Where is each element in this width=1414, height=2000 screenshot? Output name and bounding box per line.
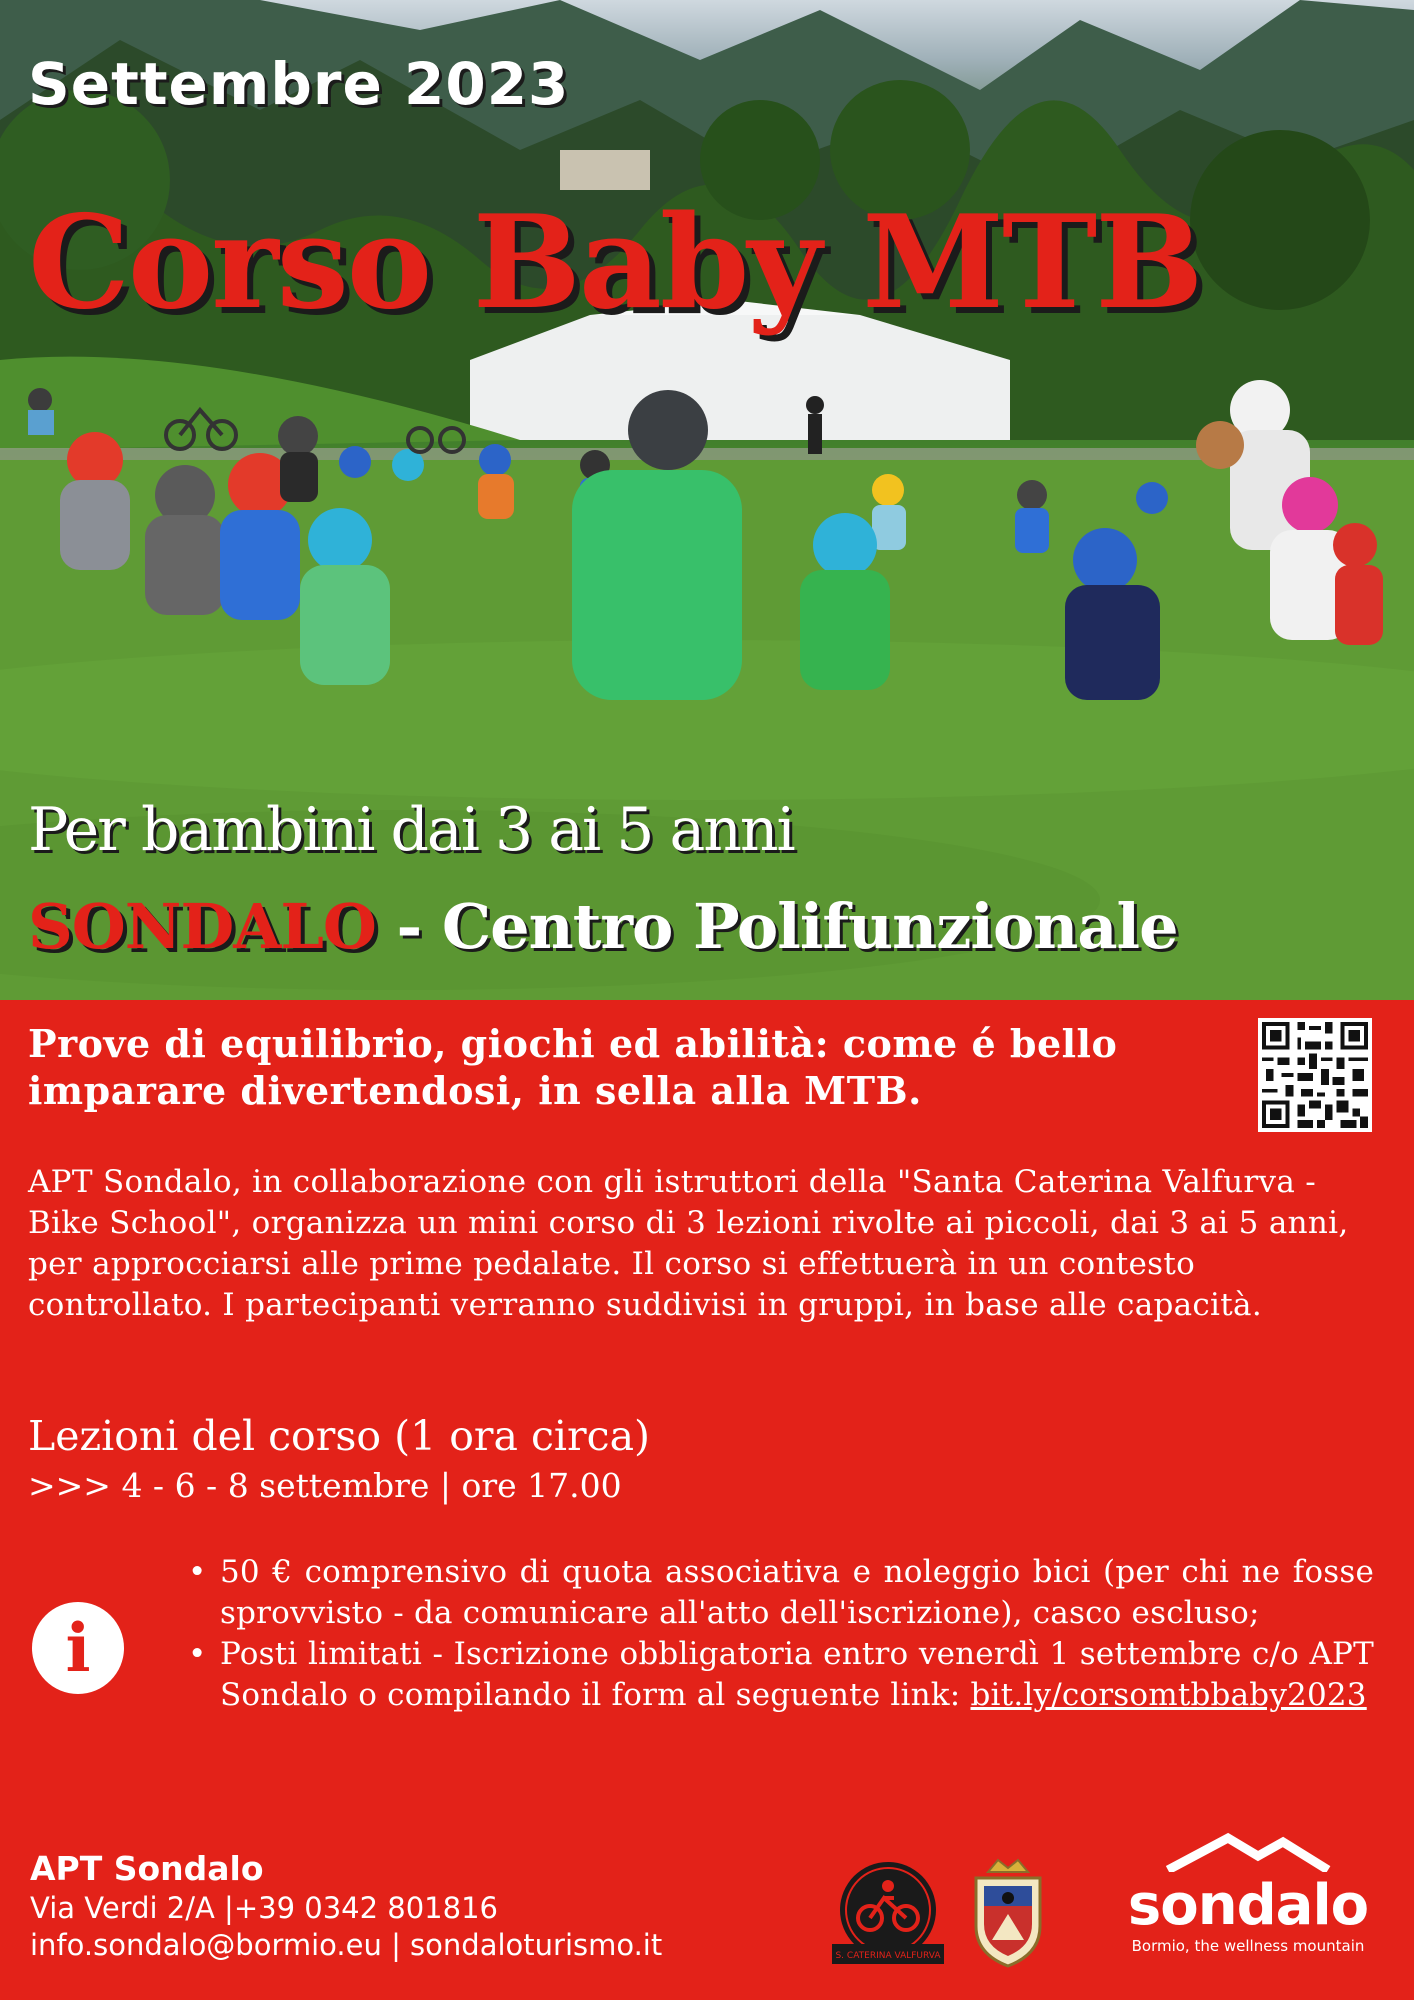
info-item-registration	[188, 1634, 1374, 1716]
coat-of-arms-icon	[968, 1856, 1048, 1972]
brand-tagline: Bormio, the wellness mountain	[1131, 1937, 1365, 1955]
age-range: Per bambini dai 3 ai 5 anni	[28, 795, 794, 865]
lessons-heading: Lezioni del corso (1 ora circa)	[28, 1412, 651, 1460]
info-item-registration-text: Posti limitati - Iscrizione obbligatoria entro venerdì 1 settembre c/o APT Sondalo o compilando il form al seguente link:	[220, 1636, 1374, 1713]
bike-school-logo-text: S. CATERINA VALFURVA	[835, 1951, 941, 1961]
mountain-icon	[1148, 1832, 1348, 1872]
intro-text: Prove di equilibrio, giochi ed abilità: come é bello imparare divertendosi, in sella alla MTB.	[28, 1021, 1118, 1113]
event-date: Settembre 2023	[28, 50, 570, 118]
contact-address-phone: Via Verdi 2/A |+39 0342 801816	[30, 1891, 498, 1925]
contact-org: APT Sondalo	[30, 1849, 264, 1888]
lessons-dates: >>> 4 - 6 - 8 settembre | ore 17.00	[28, 1466, 622, 1505]
info-icon: i	[32, 1602, 124, 1694]
contact-email-website: info.sondalo@bormio.eu | sondaloturismo.it	[30, 1928, 663, 1962]
location-town: SONDALO	[28, 890, 376, 963]
contact-block	[30, 1848, 662, 1964]
sondalo-brand-logo	[1118, 1832, 1378, 1956]
location-venue: - Centro Polifunzionale	[375, 890, 1178, 963]
description-text: APT Sondalo, in collaborazione con gli istruttori della "Santa Caterina Valfurva - Bike School", organizza un mini corso di 3 lezioni rivolte ai piccoli, dai 3 ai 5 anni, per approcciarsi alle prime pedalate. Il corso si effettuerà in un contesto controllato. I partecipanti verranno suddivisi in gruppi, in base alle capacità.	[28, 1164, 1349, 1323]
bike-school-logo	[828, 1858, 948, 1972]
info-item-price	[188, 1552, 1374, 1634]
location	[28, 890, 1178, 963]
page-title: Corso Baby MTB	[28, 188, 1202, 338]
info-list	[188, 1552, 1374, 1716]
registration-link[interactable]: bit.ly/corsomtbbaby2023	[970, 1677, 1367, 1713]
qr-code[interactable]	[1258, 1018, 1372, 1132]
brand-name: sondalo	[1127, 1873, 1369, 1938]
info-item-price-text: 50 € comprensivo di quota associativa e noleggio bici (per chi ne fosse sprovvisto - da comunicare all'atto dell'iscrizione), casco escluso;	[220, 1554, 1374, 1631]
